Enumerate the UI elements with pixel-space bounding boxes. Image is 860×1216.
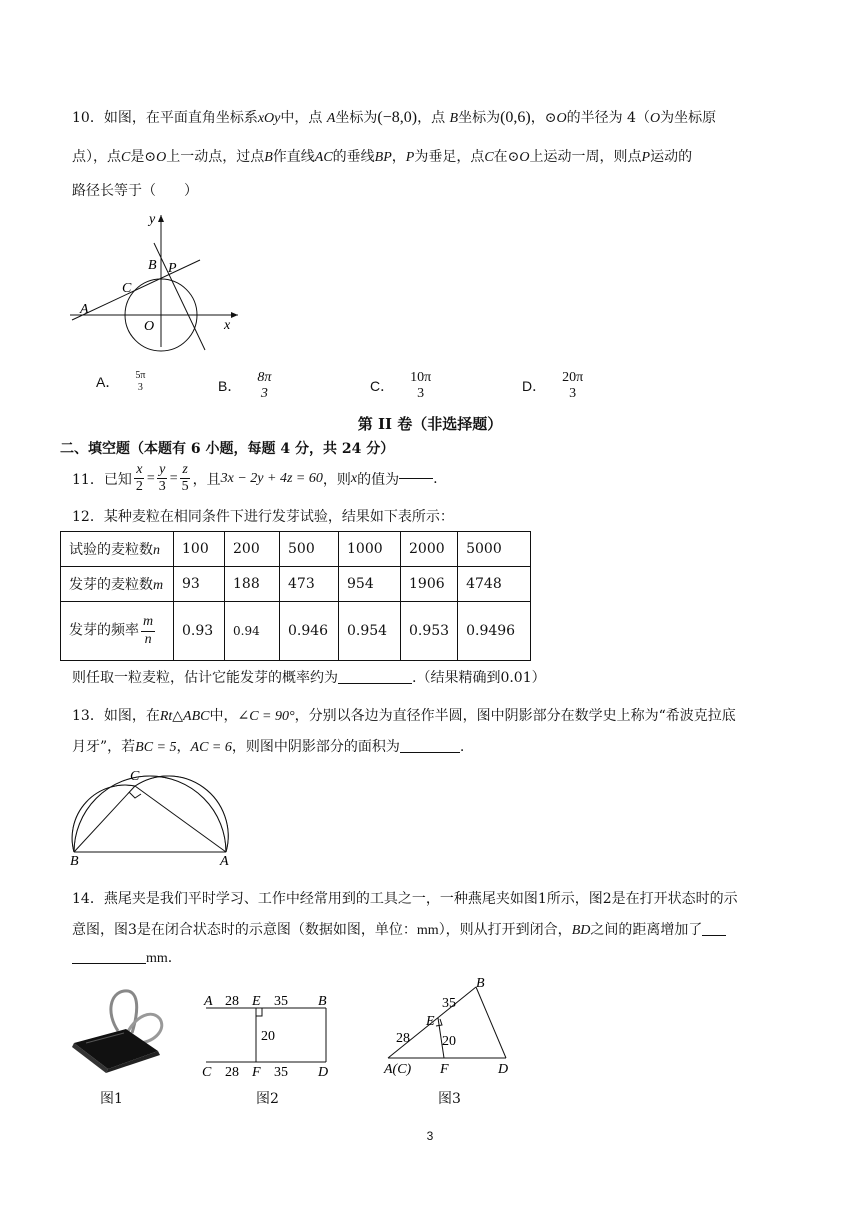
q12-intro: 12．某种麦粒在相同条件下进行发芽试验，结果如下表所示：: [72, 509, 454, 525]
figure-3-caption: 图3: [438, 1091, 461, 1107]
q13-line-1: 13．如图，在Rt△ABC中，∠C = 90°，分别以各边为直径作半圆，图中阴影部分在数学史上称为“希波克拉底: [72, 708, 736, 724]
q14-line-2: 意图，图3是在闭合状态时的示意图（数据如图，单位：mm），则从打开到闭合，BD之间的距离增加了: [72, 919, 726, 939]
q11-line: 11．已知 $\frac{x}{2}$ = $\frac{y}{3}$ = $\frac{z}{5}$ ，且 3x − 2y + 4z = 60 ，则 x 的值为 .: [72, 462, 438, 495]
fig3-label-E: E: [426, 1014, 435, 1029]
fig2-label-28b: 28: [225, 1065, 239, 1080]
fig2-label-35a: 35: [274, 994, 288, 1009]
fig3-label-B: B: [476, 976, 485, 991]
section-title: 第 II 卷（非选择题）: [357, 415, 503, 433]
q14-answer-blank-b[interactable]: [72, 963, 146, 964]
fig2-label-28a: 28: [225, 994, 239, 1009]
fig3-label-AC: A(C): [384, 1062, 412, 1077]
fig10-label-P: P: [168, 261, 177, 276]
part2-heading: 二、填空题（本题有 6 小题，每题 4 分，共 24 分）: [60, 441, 395, 457]
q14-line-1: 14．燕尾夹是我们平时学习、工作中经常用到的工具之一，一种燕尾夹如图1所示，图2是在打开状态时的示: [72, 891, 738, 907]
fig3-label-D: D: [498, 1062, 509, 1077]
fig13-label-C: C: [130, 769, 140, 784]
fig13-label-B: B: [70, 854, 79, 866]
fig2-label-A: A: [204, 994, 213, 1009]
fig10-label-A: A: [80, 302, 89, 317]
q10-option-d[interactable]: D． 20π 3: [522, 370, 584, 402]
q11-answer-blank[interactable]: [399, 478, 433, 479]
fig13-label-A: A: [220, 854, 229, 866]
table-row: 试验的麦粒数n 100 200 500 1000 2000 5000: [61, 532, 531, 567]
q10-line-1: 10．如图，在平面直角坐标系xOy中，点 A坐标为(−8,0)，点 B坐标为(0,6)，⊙O的半径为 4（O为坐标原: [72, 109, 717, 126]
q10-line-3: 路径长等于（ ）: [72, 183, 198, 199]
q14-figure-3: [380, 975, 530, 1080]
fig3-label-28: 28: [396, 1031, 410, 1046]
fig2-label-F: F: [252, 1065, 261, 1080]
fig3-label-20: 20: [442, 1034, 456, 1049]
q13-line-2: 月牙”，若BC = 5，AC = 6，则图中阴影部分的面积为 .: [72, 739, 465, 755]
fig10-label-O: O: [144, 319, 155, 334]
fig2-label-B: B: [318, 994, 327, 1009]
q14-figure-2: [198, 990, 348, 1080]
fig2-label-D: D: [318, 1065, 329, 1080]
q12-conclusion: 则任取一粒麦粒，估计它能发芽的概率约为 .（结果精确到0.01）: [72, 670, 546, 686]
q10-option-b[interactable]: B． 8π 3: [218, 370, 272, 402]
fig2-label-35b: 35: [274, 1065, 288, 1080]
fig3-label-35: 35: [442, 996, 456, 1011]
fig2-label-20: 20: [261, 1029, 275, 1044]
q10-option-a[interactable]: A． 5π 3: [96, 370, 146, 393]
q14-answer-blank-a[interactable]: [702, 935, 726, 936]
fig2-label-E: E: [252, 994, 261, 1009]
q13-figure: [62, 762, 242, 866]
fig3-label-F: F: [440, 1062, 449, 1077]
q14-figure-1-binder-clip: [66, 985, 176, 1075]
figure-2-caption: 图2: [256, 1091, 279, 1107]
q12-table: [60, 531, 531, 661]
q13-answer-blank[interactable]: [400, 752, 460, 753]
q10-figure: [60, 205, 250, 355]
fig2-label-C: C: [202, 1065, 212, 1080]
figure-1-caption: 图1: [100, 1091, 123, 1107]
table-row: 发芽的频率 $\frac{m}{n}$ 0.93 0.94 0.946 0.954 0.953 0.9496: [61, 602, 531, 661]
page-number: 3: [426, 1129, 434, 1143]
q10-option-c[interactable]: C． 10π 3: [370, 370, 432, 402]
fig10-label-x: x: [224, 318, 231, 333]
fig10-label-B: B: [148, 258, 157, 273]
q12-answer-blank[interactable]: [338, 683, 412, 684]
fig10-label-C: C: [122, 281, 132, 296]
table-row: 发芽的麦粒数m 93 188 473 954 1906 4748: [61, 567, 531, 602]
q14-line-3: mm.: [72, 950, 172, 967]
fig10-label-y: y: [149, 212, 156, 227]
q10-line-2: 点），点C是⊙O上一动点，过点B作直线AC的垂线BP，P为垂足，点C在⊙O上运动一周，则点P运动的: [72, 149, 693, 165]
